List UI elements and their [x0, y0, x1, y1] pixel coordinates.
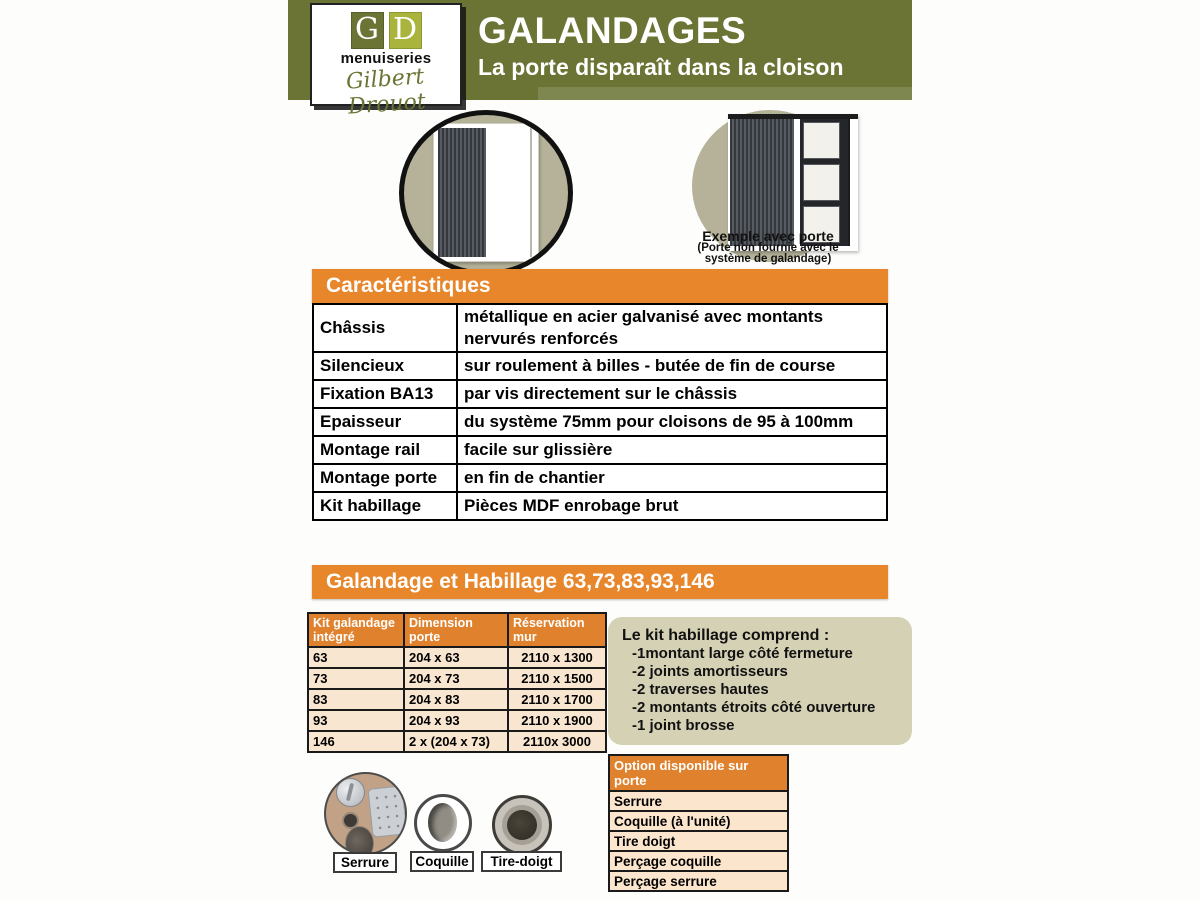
table-row [308, 668, 606, 689]
char-value: par vis directement sur le châssis [457, 380, 887, 408]
char-label: Epaisseur [313, 408, 457, 436]
coquille-photo [414, 794, 472, 852]
kit-col-header: Dimension porte [404, 613, 508, 647]
logo-letter-g: G [351, 12, 384, 49]
kit-contents-item: -2 joints amortisseurs [632, 663, 788, 680]
kit-cell: 204 x 93 [404, 710, 508, 731]
logo-brand-text: menuiseries [340, 50, 432, 67]
kit-cell: 204 x 63 [404, 647, 508, 668]
kit-cell: 93 [308, 710, 404, 731]
char-value: en fin de chantier [457, 464, 887, 492]
example-caption-title: Exemple avec porte [702, 228, 834, 244]
example-caption-note-1: (Porte non fournie avec le [697, 242, 839, 254]
kit-cell: 204 x 73 [404, 668, 508, 689]
table-row [609, 871, 788, 891]
pocket-frame-illustration [433, 123, 539, 262]
table-row [313, 304, 887, 352]
door-jamb-line [530, 128, 532, 257]
characteristics-table [312, 303, 888, 521]
frame-mesh-panel [438, 128, 486, 257]
table-row [313, 492, 887, 520]
char-label: Châssis [313, 304, 457, 352]
table-row [313, 408, 887, 436]
kit-cell: 2110 x 1900 [508, 710, 606, 731]
glazed-door-leaf [800, 119, 848, 246]
table-row [609, 791, 788, 811]
options-table [608, 754, 789, 892]
table-row [308, 647, 606, 668]
char-label: Silencieux [313, 352, 457, 380]
option-item: Perçage serrure [609, 871, 788, 891]
table-row [313, 380, 887, 408]
serrure-photo [324, 772, 407, 855]
kit-col-header: Kit galandage intégré [308, 613, 404, 647]
kit-contents-item: -2 montants étroits côté ouverture [632, 699, 876, 716]
table-row [609, 811, 788, 831]
option-item: Serrure [609, 791, 788, 811]
char-label: Montage porte [313, 464, 457, 492]
table-row [313, 436, 887, 464]
table-header-row [609, 755, 788, 791]
table-row [609, 851, 788, 871]
kit-cell: 2110 x 1300 [508, 647, 606, 668]
options-header: Option disponible sur porte [609, 755, 788, 791]
kit-sizes-table [307, 612, 607, 753]
char-label: Fixation BA13 [313, 380, 457, 408]
door-pane [803, 164, 840, 201]
logo-letter-d: D [389, 12, 422, 49]
example-caption [668, 230, 868, 265]
tire-doigt-label: Tire-doigt [481, 851, 562, 872]
kit-contents-item: -1 joint brosse [632, 717, 735, 734]
door-stile [848, 119, 858, 246]
door-pane [803, 122, 840, 159]
kit-contents-panel [608, 617, 912, 745]
table-row [313, 464, 887, 492]
table-row [313, 352, 887, 380]
finger-pull-hole-icon [507, 810, 537, 840]
kit-cell: 83 [308, 689, 404, 710]
example-caption-note-2: système de galandage) [704, 253, 832, 265]
characteristics-banner: Caractéristiques [312, 269, 888, 303]
table-row [308, 731, 606, 752]
flush-pull-recess-icon [428, 803, 457, 842]
table-row [308, 710, 606, 731]
tire-doigt-photo [492, 795, 552, 855]
char-label: Kit habillage [313, 492, 457, 520]
kit-cell: 2110 x 1700 [508, 689, 606, 710]
frame-mesh-panel-2 [730, 119, 794, 246]
char-value: Pièces MDF enrobage brut [457, 492, 887, 520]
serrure-label: Serrure [333, 852, 397, 873]
kit-contents-item: -2 traverses hautes [632, 681, 769, 698]
kit-cell: 2 x (204 x 73) [404, 731, 508, 752]
kit-cell: 63 [308, 647, 404, 668]
kit-col-header: Réservation mur [508, 613, 606, 647]
table-row [308, 689, 606, 710]
option-item: Tire doigt [609, 831, 788, 851]
habillage-banner: Galandage et Habillage 63,73,83,93,146 [312, 565, 888, 599]
kit-contents-title: Le kit habillage comprend : [622, 627, 830, 644]
kit-cell: 2110x 3000 [508, 731, 606, 752]
thumbturn-icon [336, 778, 365, 807]
char-value: facile sur glissière [457, 436, 887, 464]
header-banner [288, 0, 912, 120]
kit-cell: 204 x 83 [404, 689, 508, 710]
logo-monogram [312, 12, 460, 49]
char-value: sur roulement à billes - butée de fin de course [457, 352, 887, 380]
coquille-label: Coquille [410, 851, 474, 872]
table-header-row [308, 613, 606, 647]
page-title: GALANDAGES [478, 10, 747, 51]
logo-signature: Gilbert Drouot [345, 64, 427, 120]
kit-cell: 73 [308, 668, 404, 689]
lock-plate-icon [368, 785, 407, 837]
option-item: Coquille (à l'unité) [609, 811, 788, 831]
kit-cell: 2110 x 1500 [508, 668, 606, 689]
table-row [609, 831, 788, 851]
char-value: métallique en acier galvanisé avec montants nervurés renforcés [457, 304, 887, 352]
pocket-frame-photo [399, 110, 573, 276]
escutcheon-icon [345, 826, 374, 855]
option-item: Perçage coquille [609, 851, 788, 871]
page-subtitle: La porte disparaît dans la cloison [478, 54, 844, 80]
char-value: du système 75mm pour cloisons de 95 à 100mm [457, 408, 887, 436]
company-logo [310, 3, 462, 120]
kit-contents-item: -1montant large côté fermeture [632, 645, 853, 662]
kit-cell: 146 [308, 731, 404, 752]
char-label: Montage rail [313, 436, 457, 464]
